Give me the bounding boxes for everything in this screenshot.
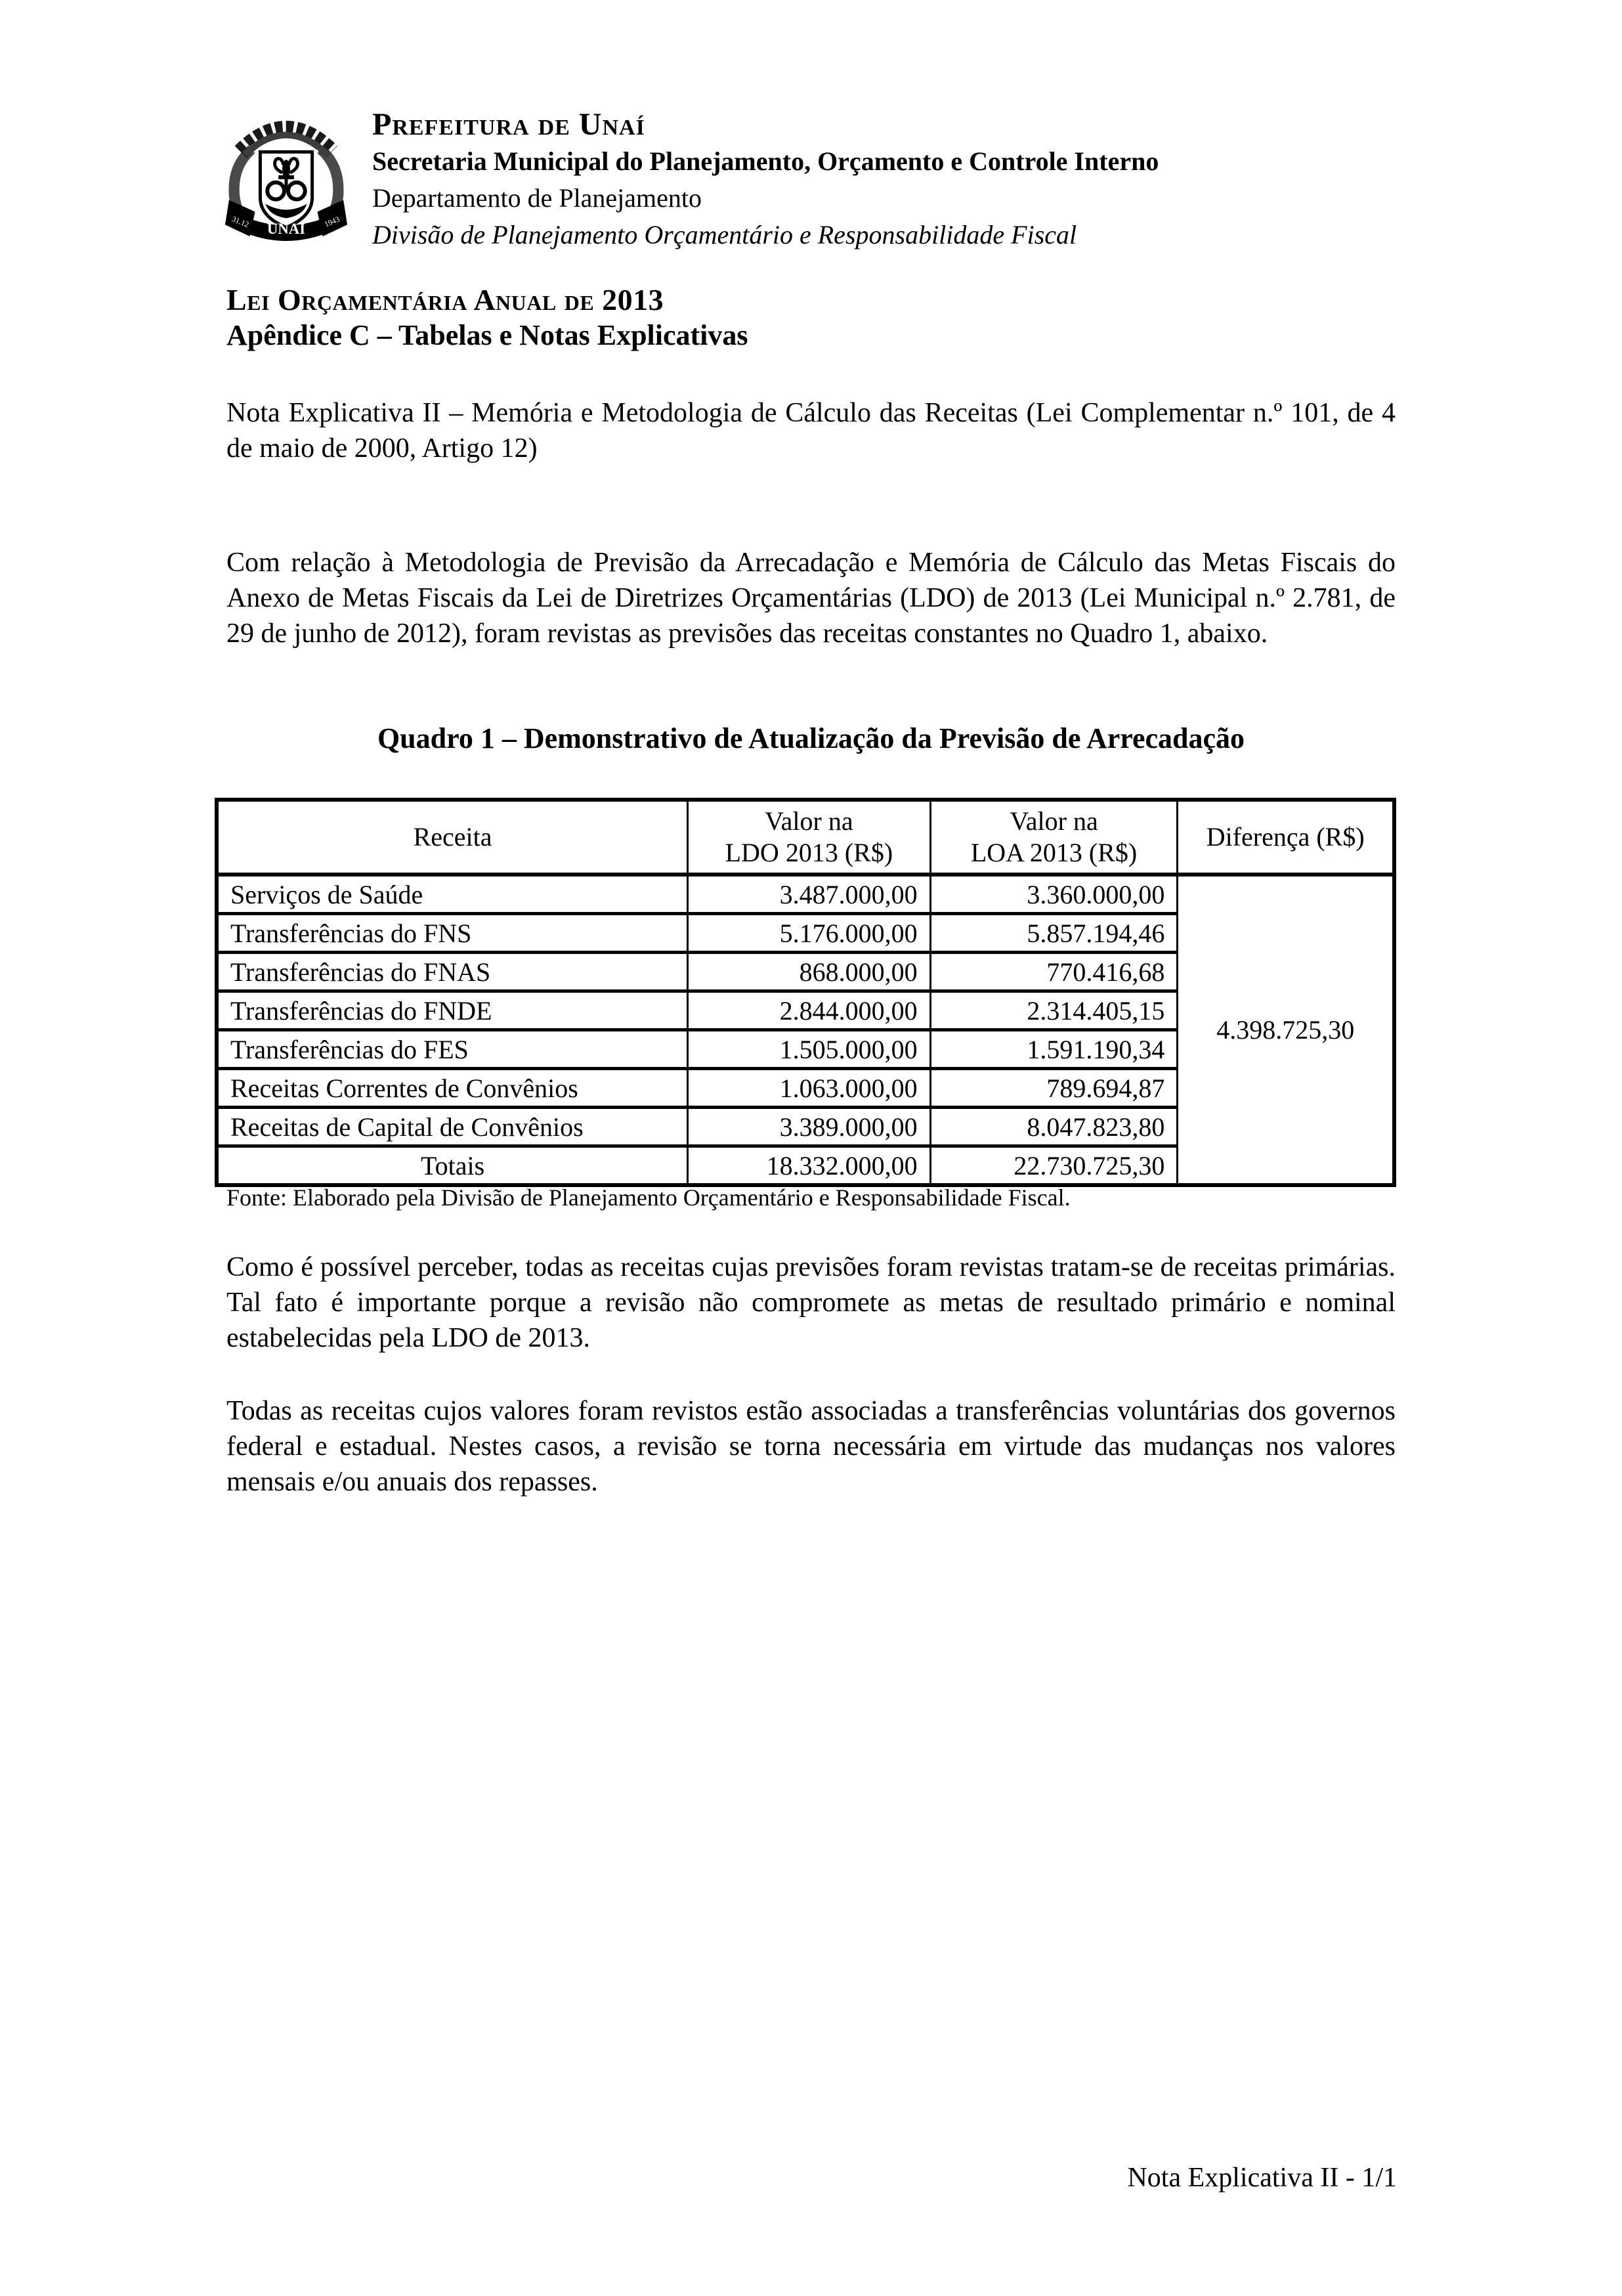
ribbon-banner-text: UNAÍ: [267, 221, 306, 238]
row-ldo-value: 868.000,00: [688, 953, 931, 991]
paragraph-methodology: Com relação à Metodologia de Previsão da Arrecadação e Memória de Cálculo das Metas Fiscais do Anexo de Metas Fiscais da Lei de Diretrizes Orçamentárias (LDO) de 2013 (Lei Municipal n.º 2.781, de 29 de junho de 2012), foram revistas as previsões das receitas constantes no Quadro 1, abaixo.: [226, 548, 1396, 649]
col-header-loa: Valor na LOA 2013 (R$): [930, 800, 1178, 875]
row-loa-value: 3.360.000,00: [930, 875, 1178, 914]
doc-title-appendix: Apêndice C – Tabelas e Notas Explicativas: [226, 319, 748, 351]
revenue-forecast-table: [215, 798, 1396, 1187]
row-ldo-value: 1.063.000,00: [688, 1069, 931, 1108]
row-loa-value: 789.694,87: [930, 1069, 1178, 1108]
unai-coat-of-arms-logo: [221, 105, 351, 246]
org-departamento: Departamento de Planejamento: [372, 183, 702, 213]
paragraph-voluntary-transfers: Todas as receitas cujos valores foram revistos estão associadas a transferências voluntárias dos governos federal e estadual. Nestes casos, a revisão se torna necessária em virtude das mudanças nos valores mensais e/ou anuais dos repasses.: [226, 1396, 1396, 1497]
row-ldo-value: 3.487.000,00: [688, 875, 931, 914]
doc-title-law: Lei Orçamentária Anual de 2013: [226, 283, 664, 316]
ribbon-date-left: 31.12: [230, 214, 251, 230]
col-header-receita: Receita: [217, 800, 688, 875]
table-title: Quadro 1 – Demonstrativo de Atualização da Previsão de Arrecadação: [377, 722, 1245, 754]
col-header-ldo: Valor na LDO 2013 (R$): [688, 800, 931, 875]
org-divisao: Divisão de Planejamento Orçamentário e Responsabilidade Fiscal: [372, 220, 1077, 249]
paragraph-primary-revenues: Como é possível perceber, todas as receitas cujas previsões foram revistas tratam-se de receitas primárias. Tal fato é importante porque a revisão não compromete as metas de resultado primário e nominal estabelecidas pela LDO de 2013.: [226, 1252, 1396, 1353]
row-label: Transferências do FNS: [217, 914, 688, 953]
row-ldo-value: 3.389.000,00: [688, 1108, 931, 1146]
letterhead: [221, 105, 1159, 253]
document-title-block: [226, 282, 1396, 353]
table-header-row: [217, 800, 1394, 875]
row-label: Transferências do FNDE: [217, 991, 688, 1030]
table-source-note: Fonte: Elaborado pela Divisão de Planejamento Orçamentário e Responsabilidade Fiscal.: [226, 1184, 1071, 1211]
row-ldo-value: 5.176.000,00: [688, 914, 931, 953]
org-name: Prefeitura de Unaí: [372, 107, 645, 142]
row-ldo-value: 2.844.000,00: [688, 991, 931, 1030]
row-loa-value: 1.591.190,34: [930, 1030, 1178, 1069]
difference-total-cell: 4.398.725,30: [1178, 875, 1394, 1185]
letterhead-text: [372, 105, 1159, 253]
col-header-diferenca: Diferença (R$): [1178, 800, 1394, 875]
row-loa-value: 8.047.823,80: [930, 1108, 1178, 1146]
totals-ldo-value: 18.332.000,00: [688, 1146, 931, 1186]
row-label: Receitas de Capital de Convênios: [217, 1108, 688, 1146]
row-loa-value: 770.416,68: [930, 953, 1178, 991]
row-ldo-value: 1.505.000,00: [688, 1030, 931, 1069]
row-label: Receitas Correntes de Convênios: [217, 1069, 688, 1108]
row-label: Transferências do FNAS: [217, 953, 688, 991]
row-loa-value: 5.857.194,46: [930, 914, 1178, 953]
note-subtitle: Nota Explicativa II – Memória e Metodologia de Cálculo das Receitas (Lei Complementar n.º 101, de 4 de maio de 2000, Artigo 12): [226, 398, 1396, 464]
row-loa-value: 2.314.405,15: [930, 991, 1178, 1030]
row-label: Serviços de Saúde: [217, 875, 688, 914]
page-footer: Nota Explicativa II - 1/1: [1127, 2163, 1397, 2193]
org-secretaria: Secretaria Municipal do Planejamento, Orçamento e Controle Interno: [372, 146, 1159, 176]
totals-loa-value: 22.730.725,30: [930, 1146, 1178, 1186]
table-row: [217, 875, 1394, 914]
row-label: Transferências do FES: [217, 1030, 688, 1069]
totals-label: Totais: [217, 1146, 688, 1186]
ribbon-date-right: 1943: [323, 214, 341, 229]
